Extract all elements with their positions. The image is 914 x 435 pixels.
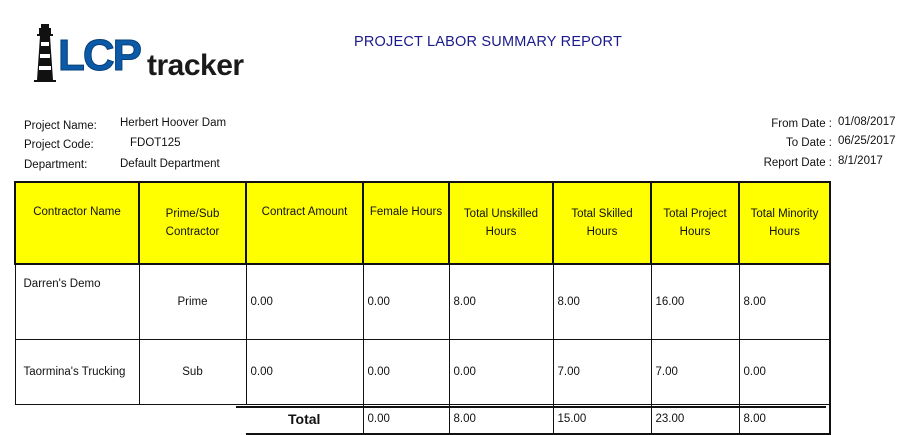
total-underline [236,406,826,408]
department-label: Department: [24,158,88,171]
header-unskilled-hours: Total Unskilled Hours [449,182,553,264]
cell-contractor-name: Darren's Demo [15,264,139,340]
report-date-label: Report Date : [763,156,832,169]
from-date-value: 01/08/2017 [838,115,896,128]
total-label: Total [246,405,363,435]
cell-prime-sub: Sub [139,340,246,405]
cell-female-hours: 0.00 [363,264,449,340]
department-value: Default Department [120,157,220,170]
lighthouse-icon [32,22,58,82]
from-date-label: From Date : [771,117,832,130]
header-contract-amount: Contract Amount [246,182,363,264]
cell-project-hours: 16.00 [651,264,739,340]
cell-female-hours: 0.00 [363,340,449,405]
to-date-label: To Date : [785,137,832,150]
header-contractor-name: Contractor Name [15,182,139,264]
header-prime-sub: Prime/Sub Contractor [139,182,246,264]
table-row [15,264,830,340]
header-project-hours: Total Project Hours [651,182,739,264]
project-code-value: FDOT125 [130,137,181,150]
total-female-hours: 0.00 [363,405,449,435]
cell-contract-amount: 0.00 [246,340,363,405]
total-spacer [15,405,139,435]
cell-minority-hours: 0.00 [739,340,830,405]
cell-prime-sub: Prime [139,264,246,340]
report-date-row [756,153,896,173]
cell-unskilled-hours: 0.00 [449,340,553,405]
from-date-row [756,114,896,134]
header-female-hours: Female Hours [363,182,449,264]
project-name-value: Herbert Hoover Dam [120,116,227,129]
cell-skilled-hours: 7.00 [553,340,651,405]
table-header-row [15,182,830,264]
cell-contract-amount: 0.00 [246,264,363,340]
total-spacer [139,405,246,435]
report-title: PROJECT LABOR SUMMARY REPORT [354,34,623,50]
logo-lcp-text: LCP [58,31,140,80]
cell-skilled-hours: 8.00 [553,264,651,340]
date-info [756,114,896,173]
to-date-row [756,134,896,154]
header-minority-hours: Total Minority Hours [739,182,830,264]
project-name-label: Project Name: [24,119,97,132]
cell-contractor-name: Taormina's Trucking [15,340,139,405]
department-row [24,155,226,175]
total-row [15,405,830,435]
to-date-value: 06/25/2017 [838,135,896,148]
project-info [24,116,226,175]
project-code-row [24,136,226,156]
cell-minority-hours: 8.00 [739,264,830,340]
cell-unskilled-hours: 8.00 [449,264,553,340]
total-minority-hours: 8.00 [739,405,830,435]
table-row [15,340,830,405]
report-date-value: 8/1/2017 [838,154,883,167]
project-name-row [24,116,226,136]
labor-summary-table [14,181,831,435]
total-project-hours: 23.00 [651,405,739,435]
cell-project-hours: 7.00 [651,340,739,405]
total-skilled-hours: 15.00 [553,405,651,435]
project-code-label: Project Code: [24,139,94,152]
total-unskilled-hours: 8.00 [449,405,553,435]
logo-tracker-text: tracker [147,49,244,82]
lcptracker-logo [22,18,252,84]
header-skilled-hours: Total Skilled Hours [553,182,651,264]
